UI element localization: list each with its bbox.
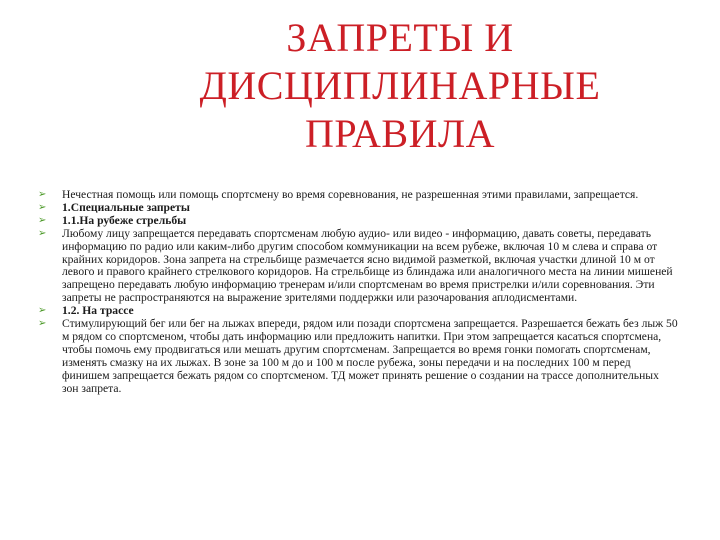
- section-heading: 1.Специальные запреты: [62, 200, 190, 214]
- arrow-bullet-icon: ➢: [38, 201, 47, 213]
- arrow-bullet-icon: ➢: [38, 214, 47, 226]
- list-item: [38, 215, 678, 228]
- subsection-heading: 1.1.На рубеже стрельбы: [62, 213, 187, 227]
- title-line-2: ДИСЦИПЛИНАРНЫЕ: [199, 63, 601, 108]
- slide-title: [150, 14, 650, 158]
- arrow-bullet-icon: ➢: [38, 318, 47, 330]
- rules-list: [38, 189, 678, 396]
- title-line-1: ЗАПРЕТЫ И: [286, 15, 514, 60]
- list-item: [38, 202, 678, 215]
- list-item-text: Любому лицу запрещается передавать спортсменам любую аудио- или видео - информацию, давать советы, передавать информацию по радио или каким-либо другим способом коммуникации на всем рубеже, включая 10 м слева и справа от крайних коридоров. Зона запрета на стрельбище размечается ясно видимой разметкой, включая участки длиной 10 м от левого и правого крайнего стрелкового коридоров. На стрельбище из блиндажа или аналогичного места на линии мишеней запрещено передавать любую информацию тренерам и/или спортсменам во время пристрелки и/или соревнования. Эти запреты не распространяются на выражение зрителями поддержки или разочарования аплодисментами.: [62, 226, 673, 305]
- title-line-3: ПРАВИЛА: [305, 111, 495, 156]
- list-item: [38, 228, 678, 305]
- arrow-bullet-icon: ➢: [38, 189, 47, 200]
- list-item: [38, 189, 678, 202]
- list-item: [38, 318, 678, 395]
- list-item-text: Стимулирующий бег или бег на лыжах впереди, рядом или позади спортсмена запрещается. Разрешается бежать без лыж 50 м рядом со спортсменом, чтобы дать информацию или предложить напитки. При этом запрещается касаться спортсмена, чтобы помочь ему продвигаться или мешать другим спортсменам. Запрещается во время гонки помогать спортсменам, изменять смазку на их лыжах. В зоне за 100 м до и 100 м после рубежа, зоны передачи и на последних 100 м перед финишем запрещается бежать рядом со спортсменом. ТД может принять решение о создании на трассе дополнительных зон запрета.: [62, 317, 678, 395]
- subsection-heading: 1.2. На трассе: [62, 304, 134, 318]
- arrow-bullet-icon: ➢: [38, 305, 47, 317]
- arrow-bullet-icon: ➢: [38, 227, 47, 239]
- list-item-text: Нечестная помощь или помощь спортсмену во время соревнования, не разрешенная этими правилами, запрещается.: [62, 188, 639, 201]
